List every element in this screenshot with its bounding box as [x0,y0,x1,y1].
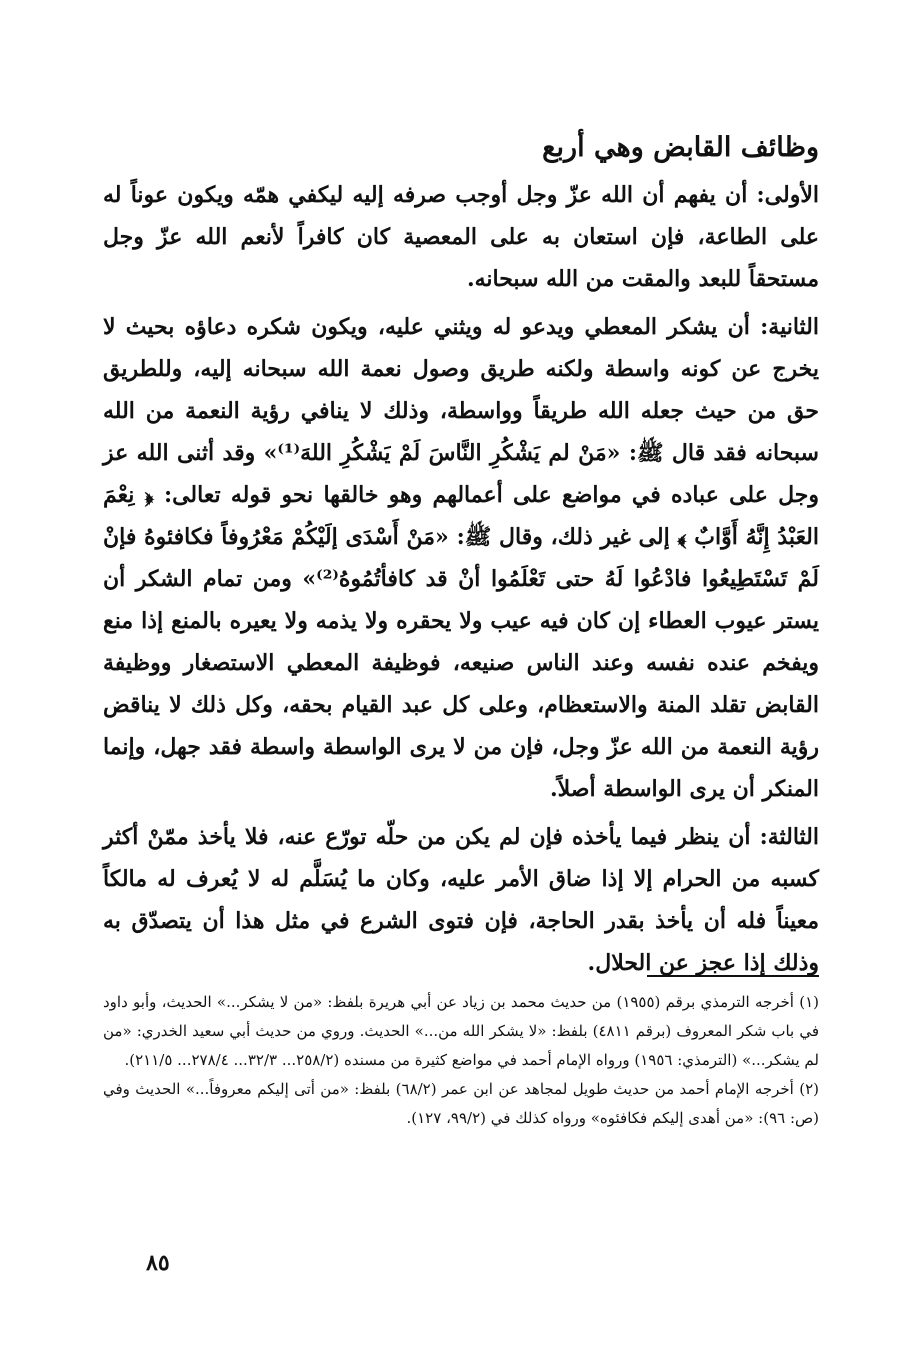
paragraph-third [103,816,819,984]
paragraph-lead: الأولى: [756,182,819,208]
paragraph-text: أن يفهم أن الله عزّ وجل أوجب صرفه إليه ليكفي همّه ويكون عوناً له على الطاعة، فإن استعان به على المعصية كان كافراً لأنعم الله عزّ وجل مستحقاً للبعد والمقت من الله سبحانه. [103,182,819,292]
footnote-2: (٢) أخرجه الإمام أحمد من حديث طويل لمجاهد عن ابن عمر (٦٨/٢) بلفظ: «من أتى إليكم معروفاً...» الحديث وفي (ص: ٩٦): «من أهدى إليكم فكافئوه» ورواه كذلك في (٩٩/٢، ١٢٧). [103,1080,819,1127]
section-heading: وظائف القابض وهي أربع [542,132,819,163]
paragraph-lead: الثانية: [760,314,819,340]
page-number: ٨٥ [146,1250,170,1276]
paragraph-text: أن يشكر المعطي ويدعو له ويثني عليه، ويكون شكره دعاؤه بحيث لا يخرج عن كونه واسطة ولكنه طريق وصول نعمة الله سبحانه إليه، وللطريق حق من حيث جعله الله طريقاً وواسطة، وذلك لا ينافي رؤية النعمة من الله سبحانه فقد قال ﷺ: «مَنْ لم يَشْكُرِ النَّاسَ لَمْ يَشْكُرِ اللهَ⁽¹⁾» وقد أثنى الله عز وجل على عباده في مواضع على أعمالهم وهو خالقها نحو قوله تعالى: ﴿ نِعْمَ العَبْدُ إِنَّهُ أَوَّابٌ ﴾ إلى غير ذلك، وقال ﷺ: «مَنْ أَسْدَى إلَيْكُمْ مَعْرُوفاً فكافئوهُ فإنْ لَمْ تَسْتَطِيعُوا فادْعُوا لَهُ حتى تَعْلَمُوا أنْ قد كافأتُمُوهُ⁽²⁾» ومن تمام الشكر أن يستر عيوب العطاء إن كان فيه عيب ولا يحقره ولا يذمه ولا يعيره بالمنع إذا منع ويفخم عنده نفسه وعند الناس صنيعه، فوظيفة المعطي الاستصغار ووظيفة القابض تقلد المنة والاستعظام، وعلى كل عبد القيام بحقه، وكل ذلك لا يناقض رؤية النعمة من الله عزّ وجل، فإن من لا يرى الواسطة واسطة فقد جهل، وإنما المنكر أن يرى الواسطة أصلاً. [103,314,819,802]
footnote-1: (١) أخرجه الترمذي برقم (١٩٥٥) من حديث محمد بن زياد عن أبي هريرة بلفظ: «من لا يشكر...» الحديث، وأبو داود في باب شكر المعروف (برقم ٤٨١١) بلفظ: «لا يشكر الله من...» الحديث. وروي من حديث أبي سعيد الخدري: «من لم يشكر...» (الترمذي: ١٩٥٦) ورواه الإمام أحمد في مواضع كثيرة من مسنده (٢٥٨/٢... ٣٢/٣... ٢٧٨/٤... ٢١١/٥). [103,993,820,1069]
footnotes [103,988,819,1133]
paragraph-second [103,306,819,810]
main-text [103,128,819,990]
paragraph-lead: الثالثة: [759,824,819,850]
paragraph-first [103,174,819,300]
paragraph-text: أن ينظر فيما يأخذه فإن لم يكن من حلّه تورّع عنه، فلا يأخذ ممّنْ أكثر كسبه من الحرام إلا إذا ضاق الأمر عليه، وكان ما يُسَلَّم له لا يُعرف له مالكاً معيناً فله أن يأخذ بقدر الحاجة، فإن فتوى الشرع في مثل هذا أن يتصدّق به وذلك إذا عجز عن الحلال. [103,824,819,976]
footnote-separator [647,975,819,977]
